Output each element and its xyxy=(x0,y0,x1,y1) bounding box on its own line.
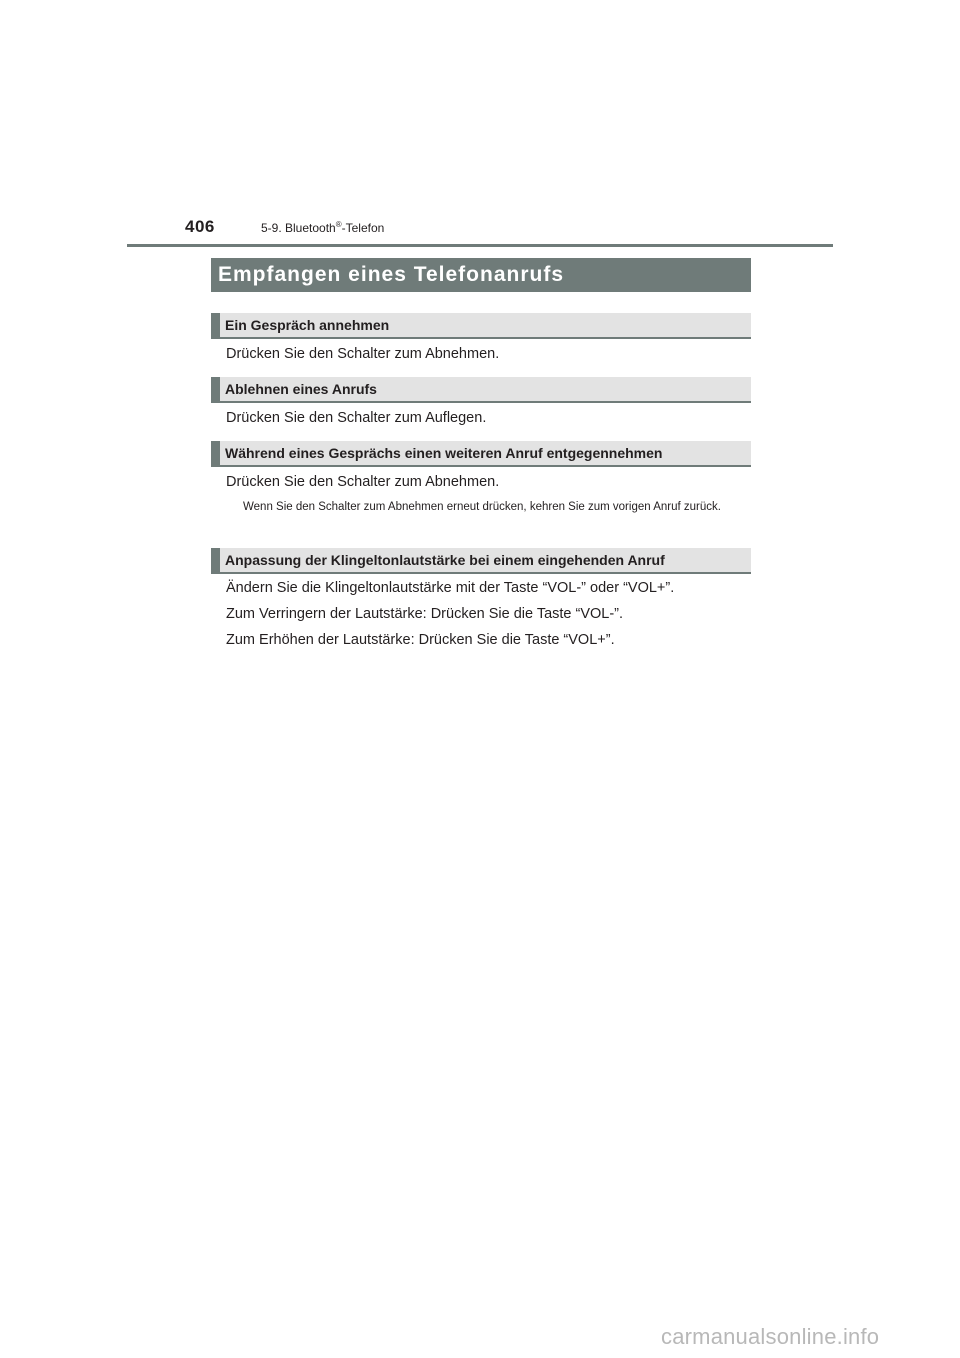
registered-mark: ® xyxy=(335,220,342,229)
section-heading-ring-volume: Anpassung der Klingeltonlautstärke bei einem eingehenden Anruf xyxy=(211,548,751,574)
section-heading-answer-call: Ein Gespräch annehmen xyxy=(211,313,751,339)
breadcrumb xyxy=(261,221,384,235)
page-title: Empfangen eines Telefonanrufs xyxy=(211,258,751,292)
instruction-reject-call: Drücken Sie den Schalter zum Auflegen. xyxy=(226,410,487,426)
instruction-ring-volume: Ändern Sie die Klingeltonlautstärke mit der Taste “VOL-” oder “VOL+”. xyxy=(226,580,675,596)
breadcrumb-prefix: 5-9. Bluetooth xyxy=(261,221,336,235)
instruction-answer-call: Drücken Sie den Schalter zum Abnehmen. xyxy=(226,346,500,362)
header-divider xyxy=(127,244,833,247)
section-heading-reject-call: Ablehnen eines Anrufs xyxy=(211,377,751,403)
page-number: 406 xyxy=(185,217,215,236)
section-heading-second-call: Während eines Gesprächs einen weiteren Anruf entgegennehmen xyxy=(211,441,751,467)
watermark: carmanualsonline.info xyxy=(661,1324,880,1349)
instruction-volume-up: Zum Erhöhen der Lautstärke: Drücken Sie die Taste “VOL+”. xyxy=(226,632,615,648)
instruction-volume-down: Zum Verringern der Lautstärke: Drücken Sie die Taste “VOL-”. xyxy=(226,606,624,622)
instruction-second-call: Drücken Sie den Schalter zum Abnehmen. xyxy=(226,474,500,490)
note-second-call: Wenn Sie den Schalter zum Abnehmen erneut drücken, kehren Sie zum vorigen Anruf zurück. xyxy=(243,501,721,513)
breadcrumb-suffix: -Telefon xyxy=(341,221,385,235)
